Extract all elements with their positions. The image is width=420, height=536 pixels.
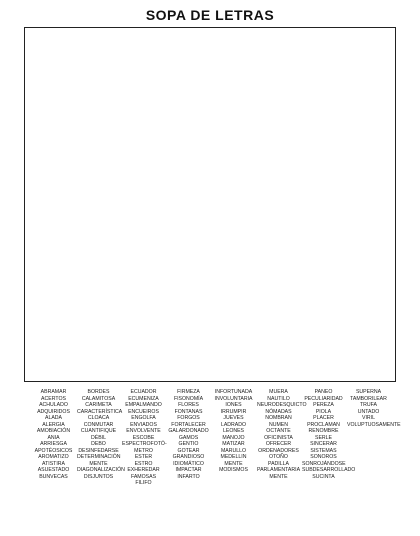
word-list-item: ORDENADORES [258, 447, 299, 454]
word-list-item: ENVIADOS [130, 421, 157, 428]
word-list-item: METRO [134, 447, 153, 454]
word-list-item: FILIFO [135, 480, 152, 486]
word-list-item: SINCERAR [310, 441, 337, 447]
word-list-item: FAMOSAS [130, 473, 157, 480]
word-list-item: VIRIL [362, 415, 375, 421]
word-list-item: JUEVES [223, 415, 244, 421]
letter-grid [25, 28, 395, 381]
word-list-item: ECUADOR [130, 389, 157, 395]
word-list-item: FIRMEZA [177, 389, 200, 395]
word-list-item: INVOLUNTARIA [214, 395, 253, 402]
word-list-item: PROCLAMAN [307, 421, 340, 428]
word-list-item: GOTEAR [177, 447, 200, 454]
word-list-item: FLORES [178, 402, 199, 408]
word-list-item: FISONOMÍA [173, 395, 204, 402]
word-list-item: PIOLA [315, 408, 332, 415]
word-list-item: ASUESTADO [37, 467, 70, 473]
word-list-item: ATISTIRA [42, 460, 65, 467]
word-list-item: LADRADO [220, 421, 247, 428]
word-list-item: DIAGONALIZACIÓN [77, 467, 125, 473]
word-list-item: PECULIARIDAD [304, 395, 343, 402]
puzzle-title: SOPA DE LETRAS [145, 7, 275, 23]
word-list-item: CARACTERÍSTICA [77, 408, 123, 415]
word-list-item: OTOÑO [269, 454, 288, 460]
word-list-item: SONROJÁNDOSE [302, 460, 346, 467]
word-list-item: BORDES [87, 389, 110, 395]
word-list-item: GAMOS [178, 434, 199, 441]
word-list-item: MODISMOS [219, 467, 248, 473]
word-list-item: AMOBIACIÓN [36, 428, 71, 434]
word-list-item: EXHEREDAR [127, 467, 160, 473]
word-list-item: IRRUMPIR [220, 408, 247, 415]
word-list-item: VOLUPTUOSAMENTE [347, 421, 401, 428]
word-column [167, 389, 210, 480]
letter-grid-frame [24, 27, 396, 382]
word-list-item: CALAMITOSA [81, 395, 116, 402]
word-list-item: OFICINISTA [264, 434, 293, 441]
word-list-item: NOMBRAN [265, 415, 292, 421]
word-column [212, 389, 255, 474]
word-list-item: ENCUEIROS [128, 408, 159, 415]
word-list-item: MUERA [269, 389, 288, 395]
word-list-item: IDIOMÁTICO [173, 460, 204, 467]
word-list-item: ARRIESGA [40, 441, 67, 447]
word-list-item: ENVOLVENTE [126, 428, 161, 434]
word-list-item: ESPECTROFOTÓ- [122, 441, 167, 447]
word-list-item: ACERTOS [41, 395, 66, 402]
word-column [32, 389, 75, 480]
word-list [32, 389, 404, 517]
word-list-item: MATIZAR [222, 441, 245, 447]
word-list-item: PLACER [313, 415, 334, 421]
word-list-item: ALADA [44, 415, 62, 421]
word-list-item: ANIA [47, 434, 60, 441]
word-list-item: APOTÉOSICOS [34, 447, 73, 454]
word-list-item: ALERGIA [42, 421, 65, 428]
word-column [122, 389, 165, 487]
word-list-item: PARLAMENTARIA [257, 467, 301, 473]
word-list-item: EMPALMANDO [125, 402, 162, 408]
word-list-item: NEURODESQUICTO [257, 402, 307, 408]
word-list-item: PEREZA [313, 402, 334, 408]
word-list-item: OCTANTE [266, 428, 291, 434]
word-list-item: RENOMBRE [308, 428, 339, 434]
word-list-item: NAUTILO [267, 395, 290, 402]
word-list-item: NUMEN [268, 421, 289, 428]
word-list-item: ACHULADO [39, 402, 68, 408]
word-list-item: SUBDESARROLLADO [302, 467, 356, 473]
word-column [347, 389, 401, 428]
word-list-item: TAMBORILEAR [350, 395, 387, 402]
word-list-item: SERLE [314, 434, 332, 441]
word-list-item: ECUMENIZA [128, 395, 159, 402]
word-list-item: ABRAMAR [40, 389, 67, 395]
word-list-item: DISJUNTOS [83, 473, 114, 480]
word-list-item: INFORTUNADA [214, 389, 253, 395]
word-list-item: ADQUIRIDOS [37, 408, 70, 415]
word-list-item: SONOROS [310, 454, 337, 460]
word-list-item: DEBO [91, 441, 106, 447]
word-list-item: PANEO [314, 389, 333, 395]
word-list-item: TRUFA [359, 402, 377, 408]
word-list-item: MENTE [89, 460, 108, 467]
word-list-item: MANOJO [222, 434, 245, 441]
word-list-item: CUANTIFIQUE [80, 428, 117, 434]
word-list-item: MENTE [224, 460, 243, 467]
word-list-item: GALARDONADO [168, 428, 209, 434]
word-list-item: AROMATIZO [38, 454, 69, 460]
word-column [77, 389, 125, 480]
word-list-item: DESINFEDARSE [78, 447, 119, 454]
word-list-item: MENTE [269, 473, 288, 480]
word-list-item: DETERMINACIÓN [77, 454, 121, 460]
word-list-item: MEDELLIN [220, 454, 247, 460]
word-list-item: ESCOBE [132, 434, 155, 441]
word-list-item: ENGOLFA [131, 415, 156, 421]
word-list-item: CARIMETA [85, 402, 112, 408]
word-list-item: CLOACA [87, 415, 110, 421]
word-list-item: SUPERNA [355, 389, 382, 395]
word-list-item: SISTEMAS [310, 447, 337, 454]
word-list-item: FORTALECER [171, 421, 206, 428]
word-column [257, 389, 307, 480]
word-list-item: OFRECER [265, 441, 292, 447]
word-list-item: NÓMADAS [265, 408, 292, 415]
word-list-item: PADILLA [268, 460, 289, 467]
word-column [302, 389, 356, 480]
word-list-item: FONTANAS [174, 408, 203, 415]
word-list-item: SUCINTA [312, 473, 335, 480]
word-list-item: LEONES [222, 428, 245, 434]
word-list-item: MARULLO [220, 447, 247, 454]
word-list-item: ESTER [134, 454, 153, 460]
word-list-item: DÉBIL [91, 434, 106, 441]
word-list-item: GENTIO [178, 441, 199, 447]
word-list-item: FORGOS [177, 415, 200, 421]
word-list-item: BUNVECAS [39, 473, 68, 480]
word-list-item: INFARTO [177, 473, 200, 480]
word-list-item: UNTADO [357, 408, 380, 415]
word-list-item: GRANDIOSO [172, 454, 205, 460]
word-list-item: IMPACTAR [175, 467, 202, 473]
word-list-item: ESTRO [134, 460, 153, 467]
word-list-item: CONMUTAR [83, 421, 114, 428]
word-list-item: IONES [225, 402, 242, 408]
